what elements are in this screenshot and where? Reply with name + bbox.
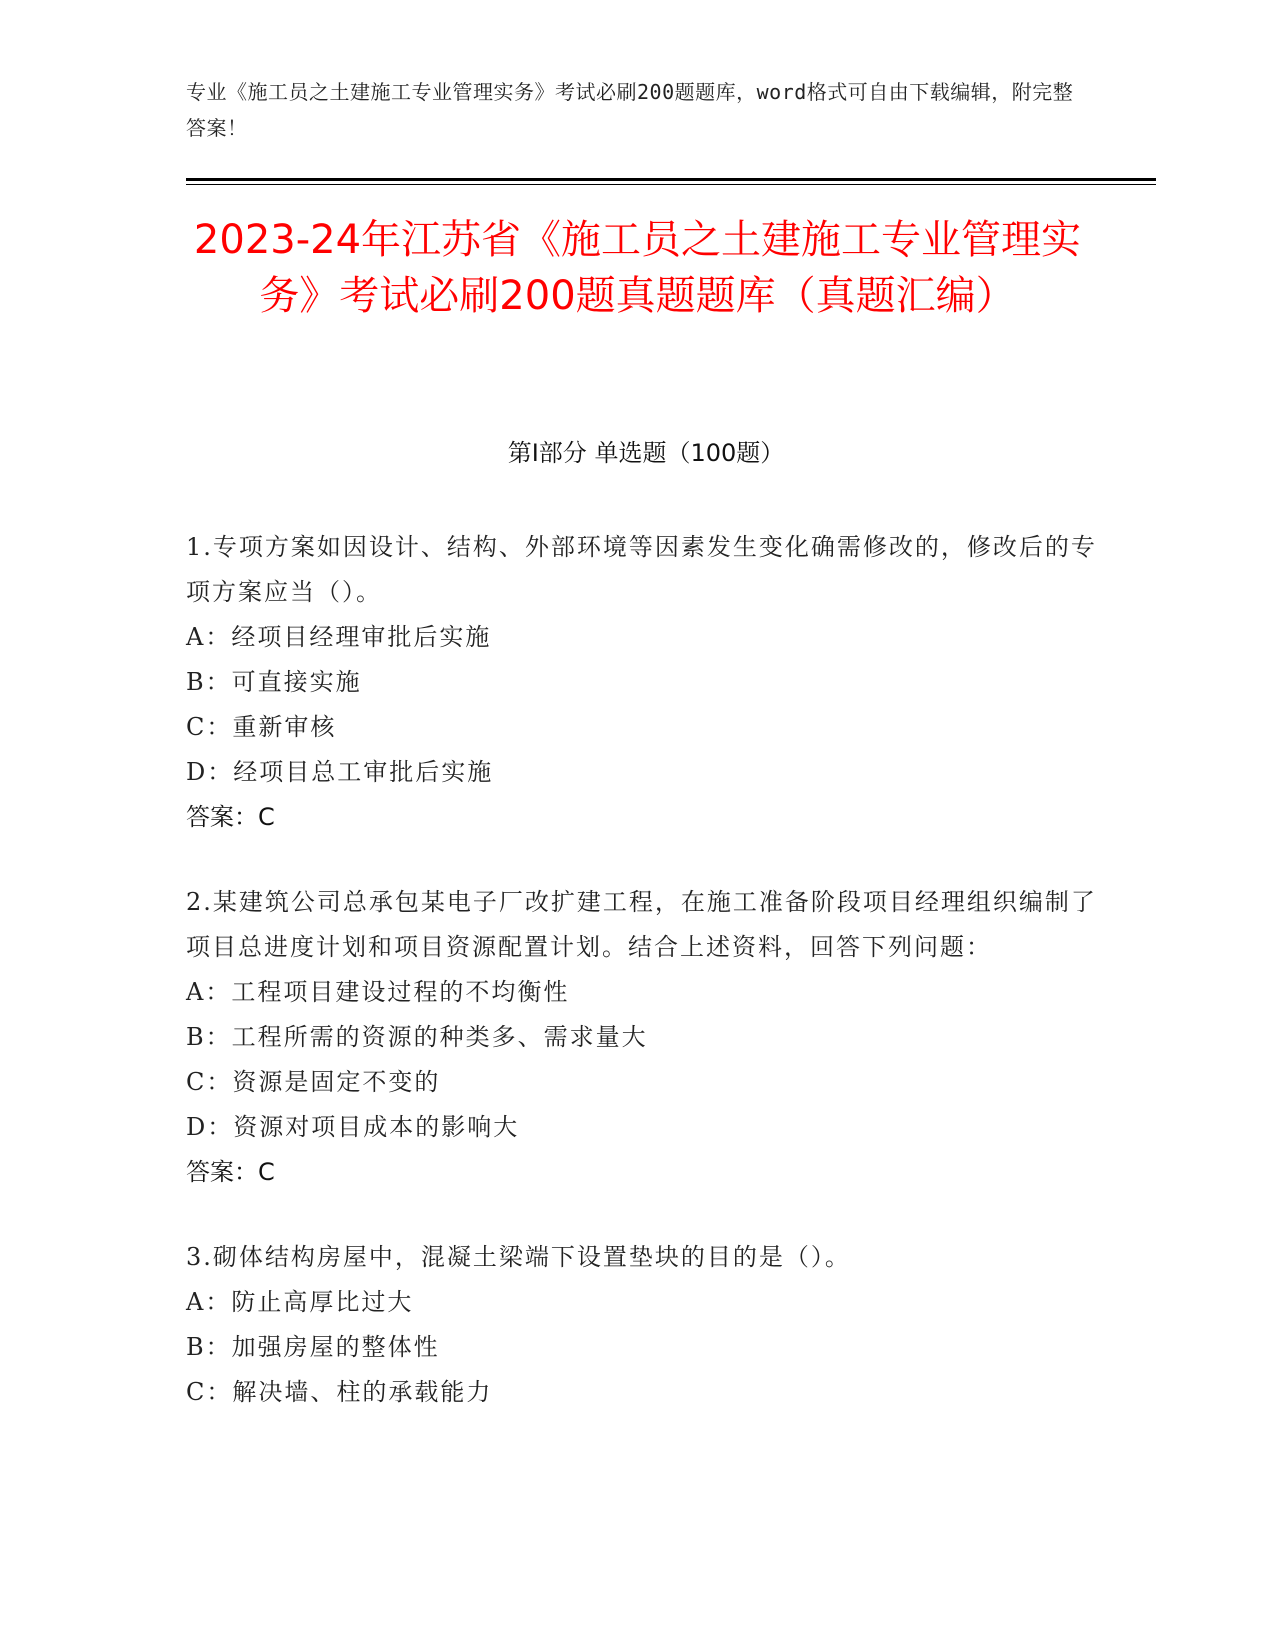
question-2	[186, 880, 1106, 1195]
option-c: C：解决墙、柱的承载能力	[186, 1378, 493, 1406]
option-d: D：经项目总工审批后实施	[186, 758, 494, 786]
header-rule-thin	[186, 184, 1156, 185]
option-c: C：资源是固定不变的	[186, 1068, 441, 1096]
question-stem: 2.某建筑公司总承包某电子厂改扩建工程，在施工准备阶段项目经理组织编制了项目总进度计划和项目资源配置计划。结合上述资料，回答下列问题：	[186, 888, 1097, 961]
option-d: D：资源对项目成本的影响大	[186, 1113, 520, 1141]
question-stem: 3.砌体结构房屋中，混凝土梁端下设置垫块的目的是（）。	[186, 1243, 851, 1271]
answer: 答案：C	[186, 1158, 275, 1186]
question-3	[186, 1235, 1106, 1415]
document-title: 2023-24年江苏省《施工员之土建施工专业管理实务》考试必刷200题真题题库（真题汇编）	[193, 217, 1082, 319]
option-b: B：可直接实施	[186, 668, 362, 696]
option-a: A：防止高厚比过大	[186, 1288, 414, 1316]
option-a: A：经项目经理审批后实施	[186, 623, 492, 651]
question-list	[186, 525, 1106, 1455]
header-rule-thick	[186, 178, 1156, 181]
option-c: C：重新审核	[186, 713, 337, 741]
header-note: 专业《施工员之土建施工专业管理实务》考试必刷200题题库，word格式可自由下载编辑，附完整答案！	[186, 80, 1074, 140]
question-stem: 1.专项方案如因设计、结构、外部环境等因素发生变化确需修改的，修改后的专项方案应当（）。	[186, 533, 1097, 606]
option-a: A：工程项目建设过程的不均衡性	[186, 978, 570, 1006]
option-b: B：加强房屋的整体性	[186, 1333, 440, 1361]
answer: 答案：C	[186, 803, 275, 831]
section-title: 第Ⅰ部分 单选题（100题）	[507, 439, 785, 467]
question-1	[186, 525, 1106, 840]
option-b: B：工程所需的资源的种类多、需求量大	[186, 1023, 648, 1051]
